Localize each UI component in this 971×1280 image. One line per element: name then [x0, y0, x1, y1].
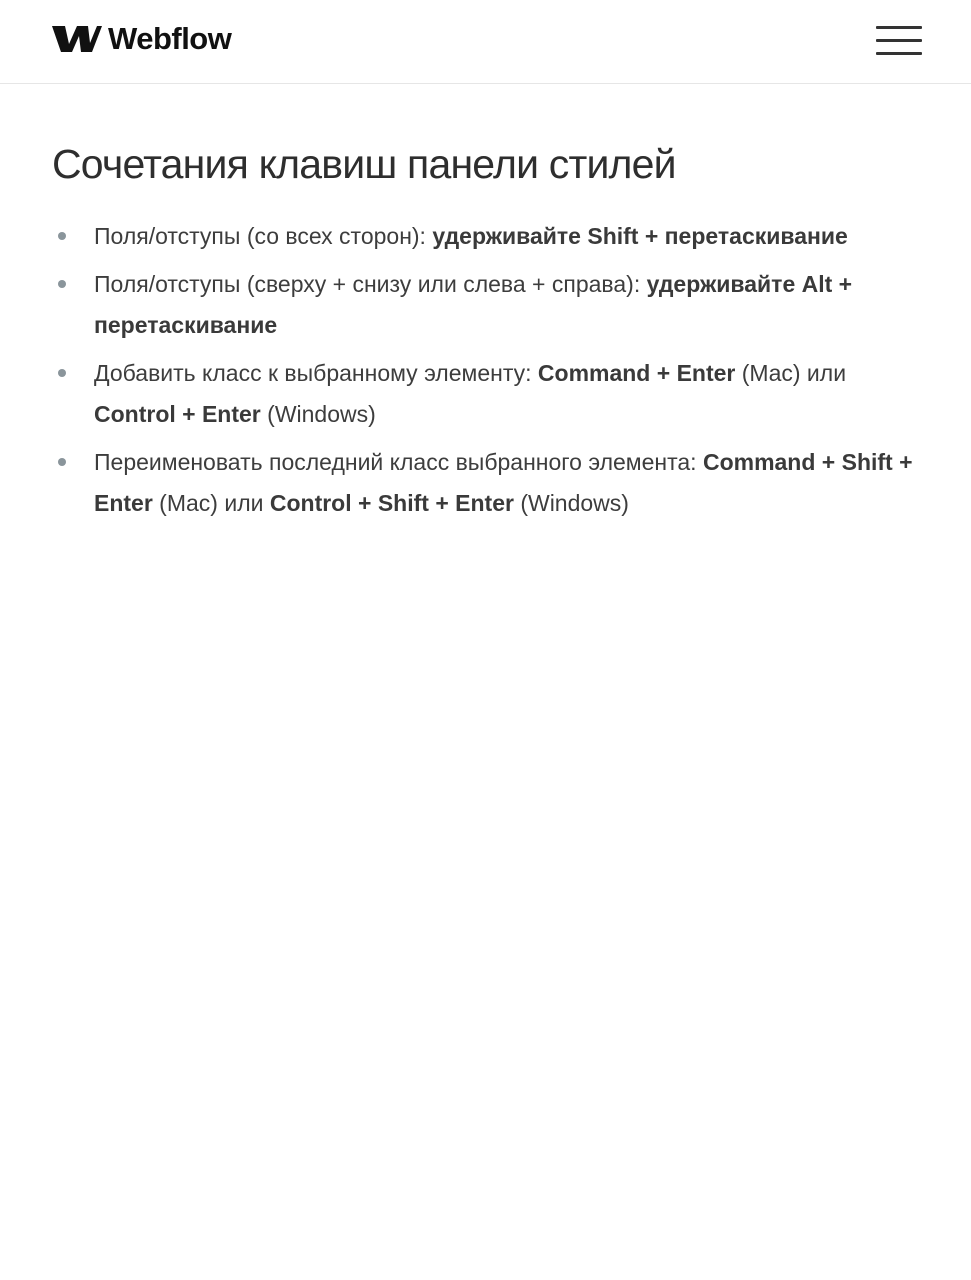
- hamburger-menu-icon[interactable]: [876, 26, 922, 56]
- os-label-windows: (Windows): [260, 401, 376, 427]
- shortcut-description: Переименовать последний класс выбранного элемента:: [94, 449, 703, 475]
- shortcut-description: Добавить класс к выбранному элементу:: [94, 360, 538, 386]
- shortcut-description: Поля/отступы (сверху + снизу или слева + справа):: [94, 271, 647, 297]
- list-item: [52, 353, 922, 435]
- webflow-logo-icon: [52, 23, 102, 55]
- list-item: [52, 216, 922, 257]
- logo-wordmark: Webflow: [108, 21, 232, 56]
- os-label-mac: (Mac) или: [735, 360, 847, 386]
- os-label-mac: (Mac) или: [152, 490, 270, 516]
- bullet-icon: [58, 232, 66, 240]
- bullet-icon: [58, 369, 66, 377]
- page-title: Сочетания клавиш панели стилей: [52, 141, 676, 187]
- shortcut-keys: удерживайте Alt + перетаскивание: [94, 271, 853, 338]
- site-header: [0, 0, 971, 84]
- shortcut-description: Поля/отступы (со всех сторон):: [94, 223, 433, 249]
- shortcut-keys-mac: Command + Enter: [537, 360, 736, 386]
- list-item: [52, 442, 922, 524]
- list-item: [52, 264, 922, 346]
- shortcut-keys-mac: Command + Shift + Enter: [94, 449, 913, 516]
- shortcut-keys: удерживайте Shift + перетаскивание: [432, 223, 848, 249]
- webflow-logo[interactable]: [52, 22, 231, 56]
- bullet-icon: [58, 280, 66, 288]
- shortcut-list: [52, 216, 922, 531]
- os-label-windows: (Windows): [513, 490, 629, 516]
- shortcut-keys-windows: Control + Enter: [94, 401, 261, 427]
- bullet-icon: [58, 458, 66, 466]
- shortcut-keys-windows: Control + Shift + Enter: [269, 490, 514, 516]
